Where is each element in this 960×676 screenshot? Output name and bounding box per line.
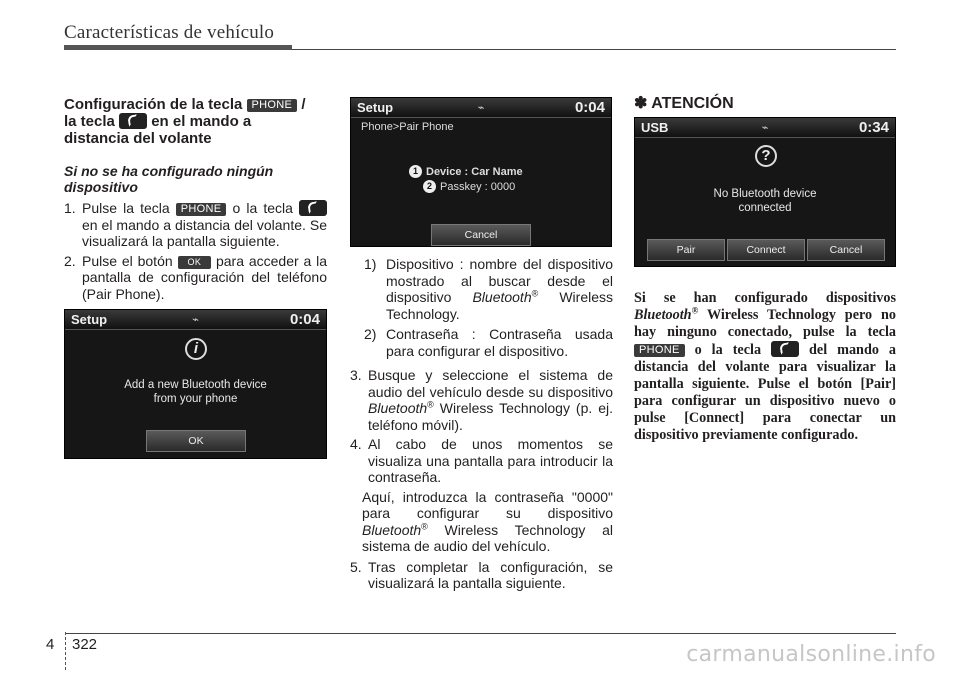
header-rule: [292, 49, 896, 50]
step-2: 2. Pulse el botón OK para acceder a la pantalla de configuración del teléfono (Pair Phone).: [64, 252, 328, 302]
screen-no-device: [634, 117, 896, 267]
sub-item-2: 2) Contraseña : Contraseña usada para configurar el dispositivo.: [364, 326, 613, 359]
attention-text-block: [634, 276, 896, 444]
screen-message-line2: from your phone: [153, 393, 238, 405]
phone-key-badge: PHONE: [176, 203, 227, 216]
passkey-line: 2 Passkey : 0000: [423, 180, 515, 193]
column-2: [350, 256, 613, 595]
step-4: 4. Al cabo de unos momentos se visualiza una pantalla para introducir la contraseña.: [350, 436, 613, 485]
screen-add-device: [64, 309, 327, 459]
screen-clock: 0:04: [289, 311, 320, 328]
screen-message-line1: Add a new Bluetooth device: [124, 379, 267, 391]
screen-clock: 0:34: [858, 119, 889, 136]
pair-button[interactable]: Pair: [647, 239, 725, 261]
info-icon: i: [185, 338, 207, 360]
screen-message-line1: No Bluetooth device: [713, 188, 817, 200]
footer-rule: [65, 633, 896, 634]
usb-icon: ⌁: [761, 122, 769, 134]
sub-item-1: 1) Dispositivo : nombre del dispositivo mostrado al buscar desde el dispositivo Bluetooth® Wireless Technology.: [364, 256, 614, 322]
usb-icon: ⌁: [477, 102, 485, 114]
step-3: 3. Busque y seleccione el sistema de audio del vehículo desde su dispositivo Bluetooth® Wireless Technology (p. ej. teléfono móvil).: [350, 367, 613, 433]
screen-clock: 0:04: [574, 99, 605, 116]
screen-message-line2: connected: [738, 202, 792, 214]
screen-pair-phone: [350, 97, 612, 247]
column-1: [64, 96, 327, 305]
sub-heading: Si no se ha configurado ningún dispositivo: [64, 163, 274, 195]
step-4-paragraph: Aquí, introduzca la contraseña "0000" para configurar su dispositivo Bluetooth® Wireless Technology al sistema de audio del vehículo.: [362, 488, 614, 554]
phone-handset-icon: [299, 200, 327, 216]
cancel-button[interactable]: Cancel: [807, 239, 885, 261]
ok-key-badge: OK: [178, 256, 212, 269]
phone-handset-icon: [771, 341, 799, 357]
callout-marker-1: 1: [409, 165, 422, 178]
ok-button[interactable]: OK: [146, 430, 246, 452]
chapter-number: 4: [46, 636, 55, 653]
attention-text: Si se han configurado dispositivos Bluetooth® Wireless Technology pero no hay ninguno conectado, pulse la tecla PHONE o la tecla del mando a distancia del volante para visualizar la pantalla siguiente. Pulse el botón [Pair] para configurar un dispositivo nuevo o pulse [Connect] para conectar un dispositivo previamente configurado.: [634, 290, 897, 443]
question-icon: ?: [755, 145, 777, 167]
screen-title: Setup: [357, 100, 394, 115]
header-accent-bar: [64, 45, 292, 50]
step-5: 5. Tras completar la configuración, se visualizará la pantalla siguiente.: [350, 558, 613, 591]
section-heading: Configuración de la tecla PHONE / la tecla en el mando a distancia del volante: [64, 96, 306, 147]
callout-marker-2: 2: [423, 180, 436, 193]
phone-handset-icon: [119, 113, 147, 129]
screen-title: Setup: [71, 312, 108, 327]
attention-heading: ✽ ATENCIÓN: [634, 95, 734, 112]
watermark: carmanualsonline.info: [686, 642, 936, 667]
footer-divider: [65, 632, 66, 670]
phone-key-badge: PHONE: [247, 99, 298, 112]
phone-key-badge: PHONE: [634, 344, 685, 357]
step-1: 1. Pulse la tecla PHONE o la tecla en el mando a distancia del volante. Se visualizará la pantalla siguiente.: [64, 200, 327, 249]
device-line: 1 Device : Car Name: [409, 165, 523, 178]
page-header-title: Características de vehículo: [64, 22, 275, 43]
screen-title: USB: [641, 120, 669, 135]
connect-button[interactable]: Connect: [727, 239, 805, 261]
page-number: 322: [72, 636, 98, 653]
screen-breadcrumb: Phone>Pair Phone: [361, 121, 454, 133]
usb-icon: ⌁: [192, 314, 199, 326]
cancel-button[interactable]: Cancel: [431, 224, 531, 246]
